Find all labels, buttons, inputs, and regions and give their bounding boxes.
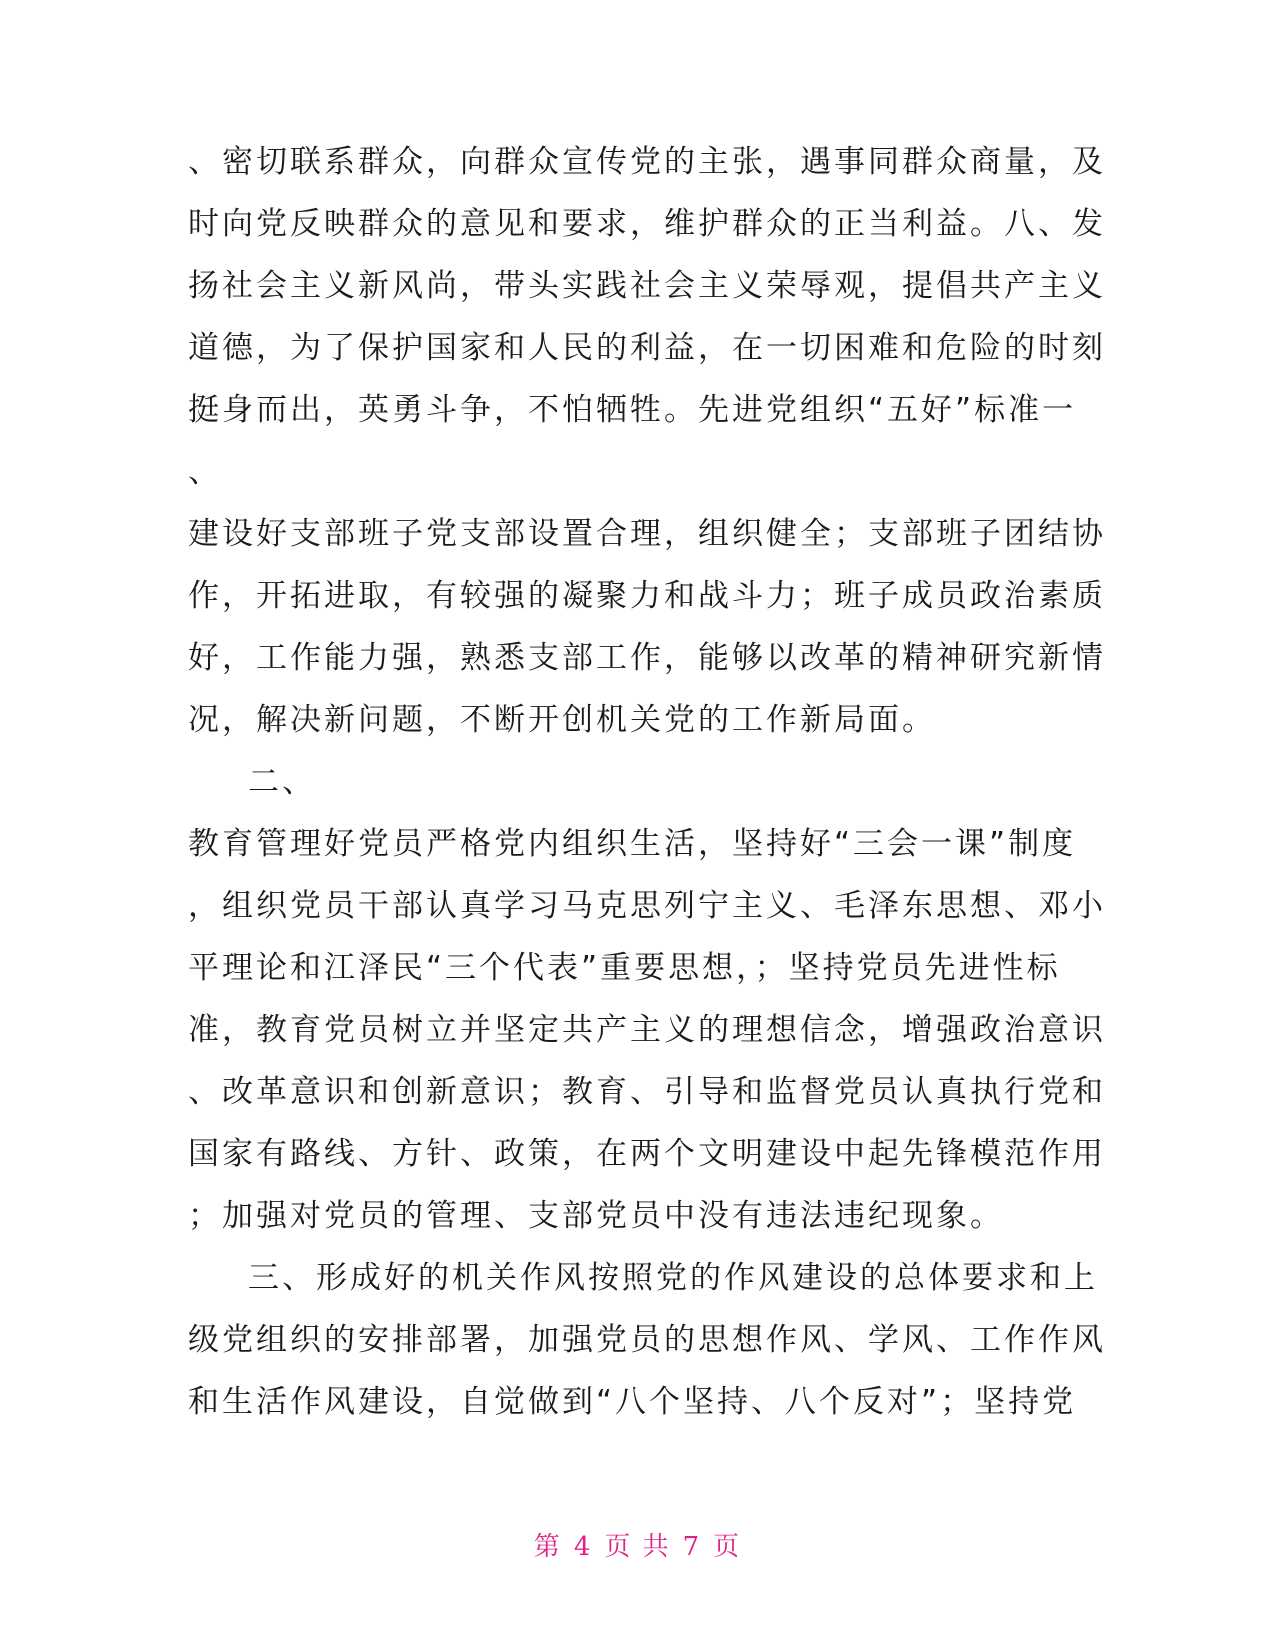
text-line: 建设好支部班子党支部设置合理，组织健全；支部班子团结协 [188,516,1106,552]
text-line: 时向党反映群众的意见和要求，维护群众的正当利益。八、发 [188,206,1106,242]
text-line: 国家有路线、方针、政策，在两个文明建设中起先锋模范作用 [188,1136,1106,1172]
text-line: ，组织党员干部认真学习马克思列宁主义、毛泽东思想、邓小 [188,888,1106,924]
text-line: 好，工作能力强，熟悉支部工作，能够以改革的精神研究新情 [188,640,1106,676]
section-heading: 二、 [248,764,316,800]
text-line: ；加强对党员的管理、支部党员中没有违法违纪现象。 [188,1198,1004,1234]
footer-suffix: 页 [713,1532,742,1562]
footer-prefix: 第 [533,1532,562,1562]
text-line: 作，开拓进取，有较强的凝聚力和战斗力；班子成员政治素质 [188,578,1106,614]
text-line: 道德，为了保护国家和人民的利益，在一切困难和危险的时刻 [188,330,1106,366]
text-line: 平理论和江泽民“三个代表”重要思想，；坚持党员先进性标 [188,950,1061,986]
text-line: 教育管理好党员严格党内组织生活，坚持好“三会一课”制度 [188,826,1077,862]
text-line: 三、形成好的机关作风按照党的作风建设的总体要求和上 [248,1260,1098,1296]
total-page-count: 7 [682,1532,702,1562]
text-line: 、 [188,454,222,490]
text-line: 况，解决新问题，不断开创机关党的工作新局面。 [188,702,936,738]
footer-middle: 页 共 [604,1532,671,1562]
text-line: 扬社会主义新风尚，带头实践社会主义荣辱观，提倡共产主义 [188,268,1106,304]
text-line: 、密切联系群众，向群众宣传党的主张，遇事同群众商量，及 [188,144,1106,180]
page-footer [0,1526,1275,1563]
text-line: 、改革意识和创新意识；教育、引导和监督党员认真执行党和 [188,1074,1106,1110]
text-line: 挺身而出，英勇斗争，不怕牺牲。先进党组织“五好”标准一 [188,392,1077,428]
current-page-number: 4 [573,1532,593,1562]
text-line: 和生活作风建设，自觉做到“八个坚持、八个反对”；坚持党 [188,1384,1077,1420]
text-line: 级党组织的安排部署，加强党员的思想作风、学风、工作作风 [188,1322,1106,1358]
text-line: 准，教育党员树立并坚定共产主义的理想信念，增强政治意识 [188,1012,1106,1048]
